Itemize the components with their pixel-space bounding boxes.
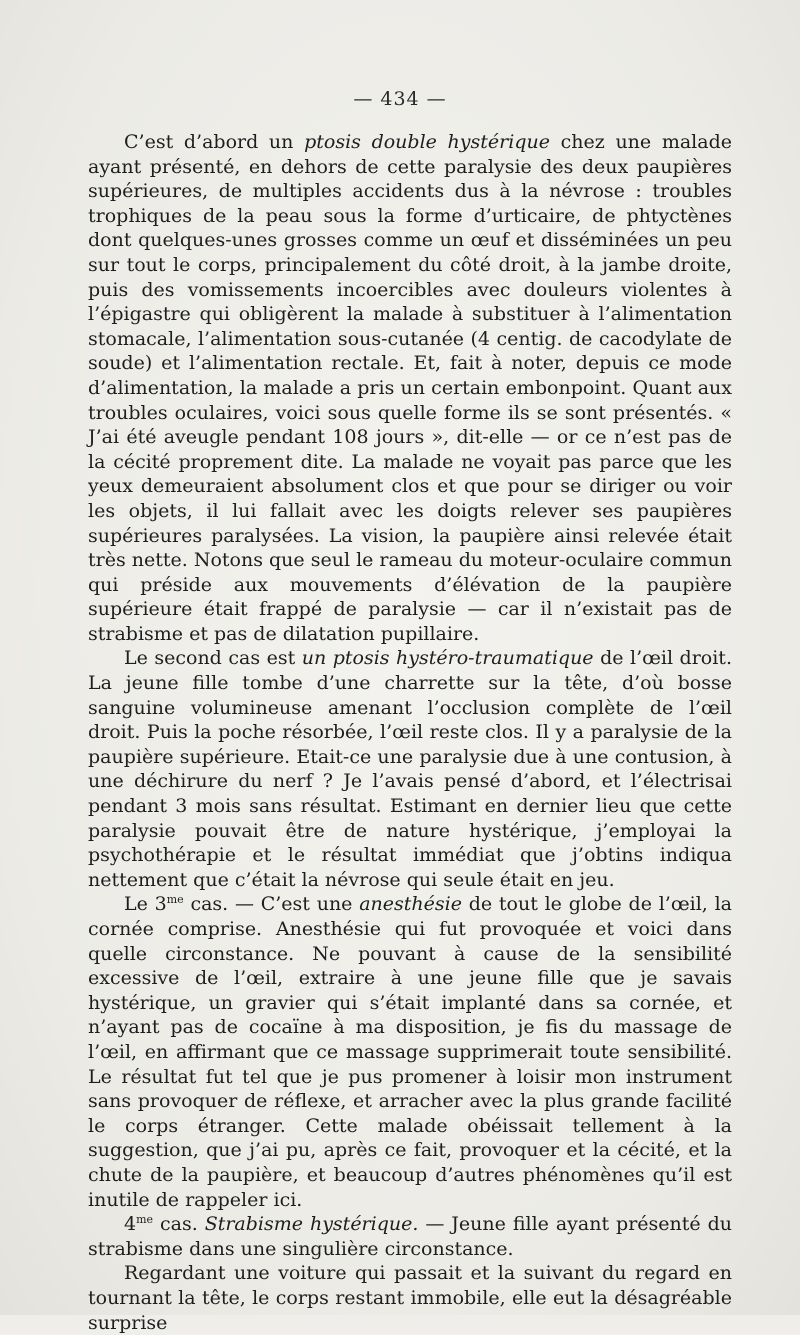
italic-phrase: Strabisme hystérique. bbox=[204, 1213, 419, 1236]
text-run: cas. bbox=[153, 1213, 205, 1236]
italic-phrase: anesthésie bbox=[359, 893, 462, 916]
text-run: de l’œil droit. La jeune fille tombe d’une charrette sur la tête, d’où bosse sanguine volumineuse amenant l’occlusion complète de l’œil droit. Puis la poche résorbée, l’œil reste clos. Il y a paralysie de la paupière supérieure. Etait-ce une paralysie due à une contusion, à une déchirure du nerf ? Je l’avais pensé d’abord, et l’électrisai pendant 3 mois sans résultat. Estimant en dernier lieu que cette paralysie pouvait être de nature hystérique, j’employai la psychothérapie et le résultat immédiat que j’obtins indiqua nettement que c’était la névrose qui seule était en jeu. bbox=[88, 647, 732, 891]
italic-phrase: un ptosis hystéro-traumatique bbox=[301, 647, 594, 670]
ordinal-suffix: me bbox=[166, 893, 184, 907]
ordinal-suffix: me bbox=[136, 1213, 154, 1227]
paragraph bbox=[88, 646, 732, 892]
paragraph bbox=[88, 892, 732, 1212]
text-run: cas. — C’est une bbox=[183, 893, 360, 916]
italic-phrase: ptosis double hystérique bbox=[304, 131, 550, 153]
text-run: de tout le globe de l’œil, la cornée comprise. Anesthésie qui fut provoquée et voici dans quelle circonstance. Ne pouvant à cause de la sensibilité excessive de l’œil, extraire à une jeune fille que je savais hystérique, un gravier qui s’était implanté dans sa cornée, et n’ayant pas de cocaïne à ma disposition, je fis du massage de l’œil, en affirmant que ce massage supprimerait toute sensibilité. Le résultat fut tel que je pus promener à loisir mon instrument sans provoquer de réflexe, et arracher avec la plus grande facilité le corps étranger. Cette malade obéissait tellement à la suggestion, que j’ai pu, après ce fait, provoquer et la cécité, et la chute de la paupière, et beaucoup d’autres phénomènes qu’il est inutile de rappeler ici. bbox=[88, 893, 732, 1211]
paragraph bbox=[88, 1261, 732, 1335]
text-run: Regardant une voiture qui passait et la suivant du regard en tournant la tête, le corps restant immobile, elle eut la désagréable surprise bbox=[88, 1262, 732, 1334]
page-number: — 434 — bbox=[353, 88, 447, 110]
text-run: Le 3 bbox=[124, 893, 167, 916]
text-run: chez une malade ayant présenté, en dehors de cette paralysie des deux paupières supérieures, de multiples accidents dus à la névrose : troubles trophiques de la peau sous la forme d’urticaire, de phtyctènes dont quelques-unes grosses comme un œuf et disséminées un peu sur tout le corps, principalement du côté droit, à la jambe droite, puis des vomissements incoercibles avec douleurs violentes à l’épigastre qui obligèrent la malade à substituer à l’alimentation stomacale, l’alimentation sous-cutanée (4 centig. de cacodylate de soude) et l’alimentation rectale. Et, fait à noter, depuis ce mode d’alimentation, la malade a pris un certain embonpoint. Quant aux troubles oculaires, voici sous quelle forme ils se sont présentés. « J’ai été aveugle pendant 108 jours », dit-elle — or ce n’est pas de la cécité proprement dite. La malade ne voyait pas parce que les yeux demeuraient absolument clos et que pour se diriger ou voir les objets, il lui fallait avec les doigts relever ses paupières supérieures paralysées. La vision, la paupière ainsi relevée était très nette. Notons que seul le rameau du moteur-oculaire commun qui préside aux mouvements d’élévation de la paupière supérieure était frappé de paralysie — car il n’existait pas de strabisme et pas de dilatation pupillaire. bbox=[88, 131, 732, 645]
text-run: 4 bbox=[124, 1213, 137, 1236]
text-run: Le second cas est bbox=[124, 647, 302, 670]
text-run: — Jeune fille ayant présenté du strabisme dans une singulière circonstance. bbox=[88, 1213, 732, 1260]
paragraph bbox=[88, 130, 732, 646]
text-run: C’est d’abord un bbox=[124, 131, 305, 153]
body-text bbox=[88, 130, 732, 1335]
paragraph bbox=[88, 1212, 732, 1261]
